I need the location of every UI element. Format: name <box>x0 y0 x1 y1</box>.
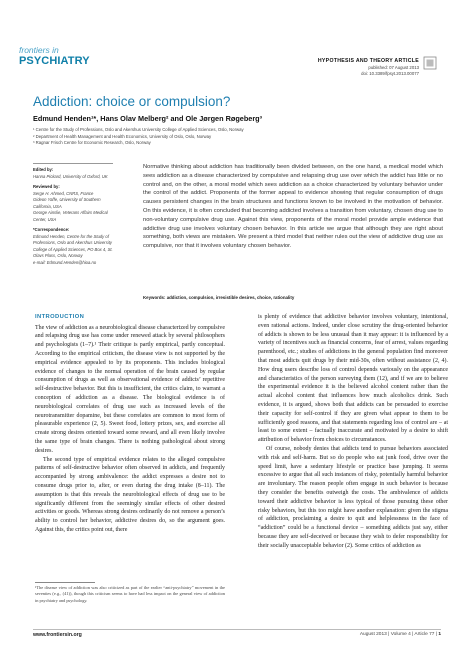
logo-prefix: frontiers in <box>19 45 59 55</box>
affiliation-3: ³ Ragnar Frisch Centre for Economic Research, Oslo, Norway <box>33 140 151 146</box>
edited-by <box>33 167 113 180</box>
correspondence-address: Edmund Henden, Centre for the Study of Professions, Oslo and Akershus University College of Applied Sciences, PO Box 4, St. Olavs Plass, Oslo, Norway <box>33 233 113 258</box>
footnote: ¹The disease view of addiction was also criticized as part of the earlier “anti-psychiatry” movement in the seventies (e.g., (41)), though this criticism seems to have had less impact on the general view of addiction in psychiatry and psychology. <box>35 585 225 603</box>
editorial-sidebar <box>33 163 113 270</box>
body-paragraph: Of course, nobody denies that addicts tend to pursue behaviors associated with risk and self-harm. But so do people who eat junk food, drive over the speed limit, have a sedentary lifestyle or practice base jumping. It seems excessive to argue that all such instances of risky, potentially harmful behavior are involuntary. The reason people often engage in such behavior is because they consider the benefits outweigh the costs. The ambivalence of addicts toward their addictive behavior is less typical of those pursuing these other risky behaviors, but this too might have another explanation: given the stigma of addiction, proclaiming a desire to quit and helplessness in the face of “addiction” could be a functional device – something addicts just say, either because they are self-deceived or because they wish to defer responsibility for their socially unacceptable behavior (2). Some critics of addiction as <box>258 445 448 549</box>
published-date: published: 07 August 2013 <box>368 65 419 70</box>
affiliations <box>33 127 244 147</box>
edited-by-label: Edited by: <box>33 167 54 172</box>
author-list: Edmund Henden¹*, Hans Olav Melberg² and Ole Jørgen Røgeberg³ <box>33 114 263 123</box>
journal-logo <box>19 46 91 67</box>
body-paragraph: The second type of empirical evidence relates to the alleged compulsive patterns of self-destructive behavior often observed in addicts, and frequently accompanied by strong ambivalence: the addict expresses a desire not to consume drugs prior to, after, or even during the drug intake (8–11). The assumption is that this reveals the neurobiological effects of drug use to be significantly different from the seemingly similar effects of other desired activities or goods. Whereas strong desires ordinarily do not remove a person’s ability to control her behavior, addictive desires do, so the argument goes. Against this, the critics point out, there <box>35 456 225 533</box>
publication-info <box>361 65 419 77</box>
correspondence-label: *Correspondence: <box>33 227 70 232</box>
keywords-list: addiction, compulsion, irresistible desires, choice, rationality <box>166 295 295 300</box>
editor-name: Hanna Pickard, University of Oxford, UK <box>33 173 108 179</box>
keywords <box>143 295 294 300</box>
footer-citation: August 2013 | Volume 4 | Article 77 | 1 <box>359 632 441 637</box>
correspondence-email[interactable]: e-mail: Edmund.Henden@hioa.no <box>33 259 97 265</box>
body-paragraph: is plenty of evidence that addictive behavior involves voluntary, intentional, even rational actions. Indeed, under close scrutiny the drug-oriented behavior of addicts is shown to be less unusual than it may appear: it is influenced by a variety of incentives such as financial concerns, fear of arrest, values regarding parenthood, etc.; studies of addictions in the general population find moreover that most addicts quit drugs by their mid-30s, often without assistance (2, 4). How drug users describe loss of control depends variously on the appearance and characteristics of the person surveying them (12), and if we are to believe the experimental evidence it is the believed alcohol content rather than the actual alcohol content that influences how much alcoholics drink. Such evidence, it is argued, shows both that addicts can be persuaded to exercise their capacity for self-control if they are given what appear to them to be sufficiently good reasons, and that statements regarding loss of control are – at least to some extent – factually inaccurate and motivated by a desire to shift attribution of behavior from choices to circumstances. <box>258 314 448 444</box>
correspondence <box>33 227 113 266</box>
body-paragraph: The view of addiction as a neurobiological disease characterized by compulsive and relapsing drug use has come under renewed attack by several philosophers and psychologists (1–7).¹ Their critique is partly empirical, partly conceptual. According to the empirical criticism, the disease view is not supported by the empirical evidence appealed to by its proponents. This includes biological evidence of changes to the normal operation of the brain caused by regular consumption of drugs as well as observational evidence of addicts’ repetitive self-destructive behavior. But this is insufficient, the critics claim, to warrant a conception of addiction as a disease. The biological evidence is of neurobiological correlates of drug use such as increased levels of the neurotransmitter dopamine, but these correlates are common to most form of pleasurable experience (2, 5). Sweet food, lottery prizes, sex, and exercise all create strong desires oriented toward some reward, and all even likely involve the same type of brain changes. There is nothing pathological about strong desires. <box>35 324 225 454</box>
reviewed-by <box>33 184 113 223</box>
reviewer-3: George Ainslie, Veterans Affairs Medical Center, USA <box>33 210 108 222</box>
affiliation-1: ¹ Centre for the Study of Professions, Oslo and Akershus University College of Applied Sciences, Oslo, Norway <box>33 127 244 132</box>
body-column-left <box>35 313 225 535</box>
doi: doi: 10.3389/fpsyt.2013.00077 <box>361 71 419 77</box>
reviewed-by-label: Reviewed by: <box>33 184 60 189</box>
body-column-right <box>258 313 448 551</box>
footer-divider <box>33 629 441 630</box>
logo-journal-name: PSYCHIATRY <box>19 54 90 67</box>
footer-date: August 2013 <box>359 632 387 637</box>
open-access-icon <box>423 56 437 70</box>
section-heading-introduction: INTRODUCTION <box>35 314 85 320</box>
sidebar-divider <box>33 163 113 164</box>
footer-article: Article 77 <box>414 632 435 637</box>
abstract: Normative thinking about addiction has traditionally been divided between, on the one hand, a medical model which sees addiction as a disease characterized by compulsive and relapsing drug use over which the addict has little or no control and, on the other, a moral model which sees addiction as a choice characterized by voluntary behavior under the control of the addict. Proponents of the former appeal to evidence showing that regular consumption of drugs causes persistent changes in the brain structures and functions known to be involved in the motivation of behavior. On this evidence, it is often concluded that becoming addicted involves a transition from voluntary, chosen drug use to non-voluntary compulsive drug use. Against this view, proponents of the moral model provide ample evidence that addictive drug use involves voluntary chosen behavior. In this article we argue that although they are right about something, both views are mistaken. We present a third model that neither rules out the view of addictive drug use as compulsive, nor that it involves voluntary chosen behavior. <box>143 164 443 250</box>
article-title: Addiction: choice or compulsion? <box>33 94 231 109</box>
reviewer-1: Serge H. Ahmed, CNRS, France <box>33 190 94 196</box>
page-number: 1 <box>438 632 441 637</box>
reviewer-2: Gideon Yaffe, University of Southern California, USA <box>33 197 101 209</box>
footnote-divider <box>35 582 95 583</box>
affiliation-2: ² Department of Health Management and Health Economics, University of Oslo, Oslo, Norway <box>33 133 212 139</box>
article-type: HYPOTHESIS AND THEORY ARTICLE <box>317 58 419 64</box>
footer-volume: Volume 4 <box>390 632 411 637</box>
keywords-label: Keywords: <box>143 295 166 300</box>
journal-website-link[interactable]: www.frontiersin.org <box>33 632 82 638</box>
